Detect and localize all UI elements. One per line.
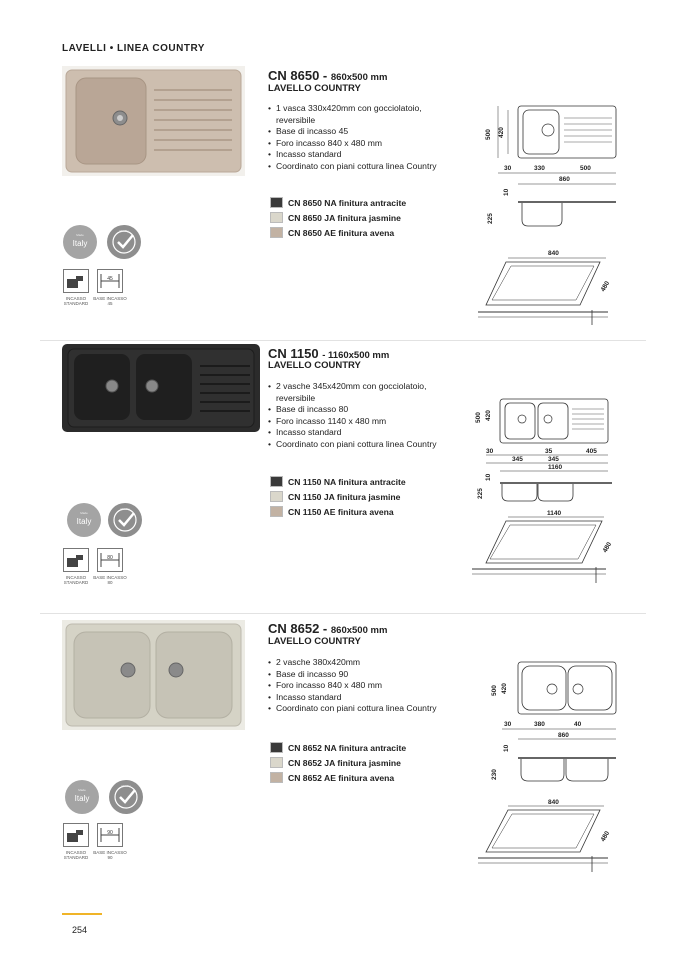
base-incasso-icon	[97, 548, 123, 572]
dim-label: 1140	[547, 510, 562, 517]
badge-made-text: Made	[78, 788, 86, 792]
finish-label: CN 8652 AE finitura avena	[288, 772, 395, 783]
incasso-standard-icon	[63, 269, 89, 293]
dim-label: 1160	[548, 464, 563, 471]
finish-item	[270, 226, 394, 239]
dim-label: 35	[545, 448, 553, 455]
dim-label: 480	[601, 541, 614, 554]
page-number-accent	[62, 913, 102, 915]
dim-label: 860	[559, 176, 570, 183]
made-in-italy-badge	[66, 502, 102, 538]
product-photo	[62, 620, 245, 730]
finish-label: CN 8650 JA finitura jasmine	[288, 212, 401, 223]
incasso-standard-icon	[63, 548, 89, 572]
badge-italy-text: Italy	[72, 239, 88, 248]
product-code: CN 8652 -	[268, 621, 328, 636]
quality-check-badge	[106, 224, 142, 260]
finish-item	[270, 741, 406, 754]
finish-label: CN 1150 AE finitura avena	[288, 506, 394, 517]
finish-item	[270, 490, 400, 503]
feature-list	[268, 657, 458, 715]
dim-label: 500	[485, 129, 492, 140]
list-item: • Foro incasso 840 x 480 mm	[268, 680, 458, 692]
list-item: • Coordinato con piani cottura linea Country	[268, 439, 458, 451]
swatch-jasmine	[270, 212, 283, 223]
dim-label: 420	[501, 683, 508, 694]
badge-quality-text: Quality	[119, 229, 129, 233]
list-item: • Incasso standard	[268, 149, 458, 161]
finish-label: CN 8650 NA finitura antracite	[288, 197, 407, 208]
technical-drawing	[478, 100, 628, 330]
swatch-jasmine	[270, 757, 283, 768]
dim-label: 230	[491, 769, 498, 780]
dim-label: 330	[534, 165, 545, 172]
swatch-avena	[270, 506, 283, 517]
base-incasso-icon	[97, 269, 123, 293]
swatch-antracite	[270, 197, 283, 208]
feature-list	[268, 381, 458, 451]
swatch-antracite	[270, 476, 283, 487]
product-title	[268, 346, 389, 361]
list-item: • Foro incasso 1140 x 480 mm	[268, 416, 458, 428]
list-item: • Incasso standard	[268, 427, 458, 439]
finish-label: CN 8652 NA finitura antracite	[288, 742, 407, 753]
dim-label: 500	[580, 165, 591, 172]
base-value: 45	[107, 276, 113, 282]
icon-caption: BASE INCASSO 45	[93, 296, 127, 306]
section-divider	[40, 613, 646, 614]
dim-label: 30	[504, 165, 512, 172]
made-in-italy-badge	[64, 779, 100, 815]
product-photo	[62, 344, 260, 432]
badge-italy-text: Italy	[74, 794, 90, 803]
dim-label: 40	[574, 721, 582, 728]
dim-label: 225	[477, 488, 484, 499]
list-item: • Incasso standard	[268, 692, 458, 704]
list-item: • Base di incasso 90	[268, 669, 458, 681]
base-value: 80	[107, 555, 113, 561]
finish-item	[270, 211, 401, 224]
finish-item	[270, 196, 406, 209]
product-line: LAVELLO COUNTRY	[268, 360, 361, 371]
dim-label: 840	[548, 799, 559, 806]
dim-label: 500	[491, 685, 498, 696]
badge-made-text: Made	[76, 233, 84, 237]
dim-label: 840	[548, 250, 559, 257]
list-item: • Coordinato con piani cottura linea Country	[268, 161, 458, 173]
swatch-antracite	[270, 742, 283, 753]
dim-label: 420	[498, 127, 505, 138]
icon-caption: BASE INCASSO 80	[93, 575, 127, 585]
list-item: • 2 vasche 345x420mm con gocciolatoio, reversibile	[268, 381, 458, 404]
quality-check-badge	[107, 502, 143, 538]
icon-caption: INCASSO STANDARD	[63, 575, 89, 585]
dim-label: 420	[485, 410, 492, 421]
quality-check-badge	[108, 779, 144, 815]
badge-italy-text: Italy	[76, 517, 92, 526]
product-code: CN 1150	[268, 346, 319, 361]
dim-label: 345	[512, 456, 523, 463]
swatch-avena	[270, 772, 283, 783]
dim-label: 30	[504, 721, 512, 728]
dim-label: 225	[487, 213, 494, 224]
finish-label: CN 8650 AE finitura avena	[288, 227, 395, 238]
product-line: LAVELLO COUNTRY	[268, 636, 361, 647]
product-size: 860x500 mm	[330, 72, 388, 83]
technical-drawing	[478, 656, 628, 874]
list-item: • Base di incasso 80	[268, 404, 458, 416]
swatch-jasmine	[270, 491, 283, 502]
finish-item	[270, 756, 401, 769]
page-number: 254	[72, 925, 88, 935]
icon-caption: INCASSO STANDARD	[63, 850, 89, 860]
list-item: • Base di incasso 45	[268, 126, 458, 138]
dim-label: 380	[534, 721, 545, 728]
product-code: CN 8650 -	[268, 68, 328, 83]
badge-quality-text: Quality	[120, 507, 130, 511]
page-header: LAVELLI • LINEA COUNTRY	[62, 43, 205, 54]
dim-label: 480	[599, 280, 612, 293]
dim-label: 480	[599, 830, 612, 843]
incasso-standard-icon	[63, 823, 89, 847]
icon-caption: INCASSO STANDARD	[63, 296, 89, 306]
dim-label: 30	[486, 448, 494, 455]
dim-label: 10	[485, 473, 492, 481]
base-value: 90	[107, 830, 113, 836]
product-title	[268, 621, 387, 636]
icon-caption: BASE INCASSO 90	[93, 850, 127, 860]
dim-label: 345	[548, 456, 559, 463]
product-title	[268, 68, 387, 83]
list-item: • Foro incasso 840 x 480 mm	[268, 138, 458, 150]
feature-list	[268, 103, 458, 173]
product-photo	[62, 66, 245, 176]
finish-item	[270, 771, 394, 784]
finish-label: CN 1150 NA finitura antracite	[288, 476, 406, 487]
list-item: • 1 vasca 330x420mm con gocciolatoio, reversibile	[268, 103, 458, 126]
finish-label: CN 1150 JA finitura jasmine	[288, 491, 401, 502]
section-divider	[40, 340, 646, 341]
list-item: • 2 vasche 380x420mm	[268, 657, 458, 669]
base-incasso-icon	[97, 823, 123, 847]
swatch-avena	[270, 227, 283, 238]
dim-label: 405	[586, 448, 597, 455]
dim-label: 860	[558, 732, 569, 739]
product-size: - 1160x500 mm	[322, 350, 390, 361]
dim-label: 10	[503, 744, 510, 752]
product-size: 860x500 mm	[330, 625, 388, 636]
technical-drawing	[472, 395, 632, 585]
badge-quality-text: Quality	[121, 784, 131, 788]
product-line: LAVELLO COUNTRY	[268, 83, 361, 94]
badge-made-text: Made	[80, 511, 88, 515]
finish-item	[270, 475, 406, 488]
dim-label: 10	[503, 188, 510, 196]
dim-label: 500	[475, 412, 482, 423]
made-in-italy-badge	[62, 224, 98, 260]
finish-label: CN 8652 JA finitura jasmine	[288, 757, 401, 768]
list-item: • Coordinato con piani cottura linea Country	[268, 703, 458, 715]
finish-item	[270, 505, 394, 518]
